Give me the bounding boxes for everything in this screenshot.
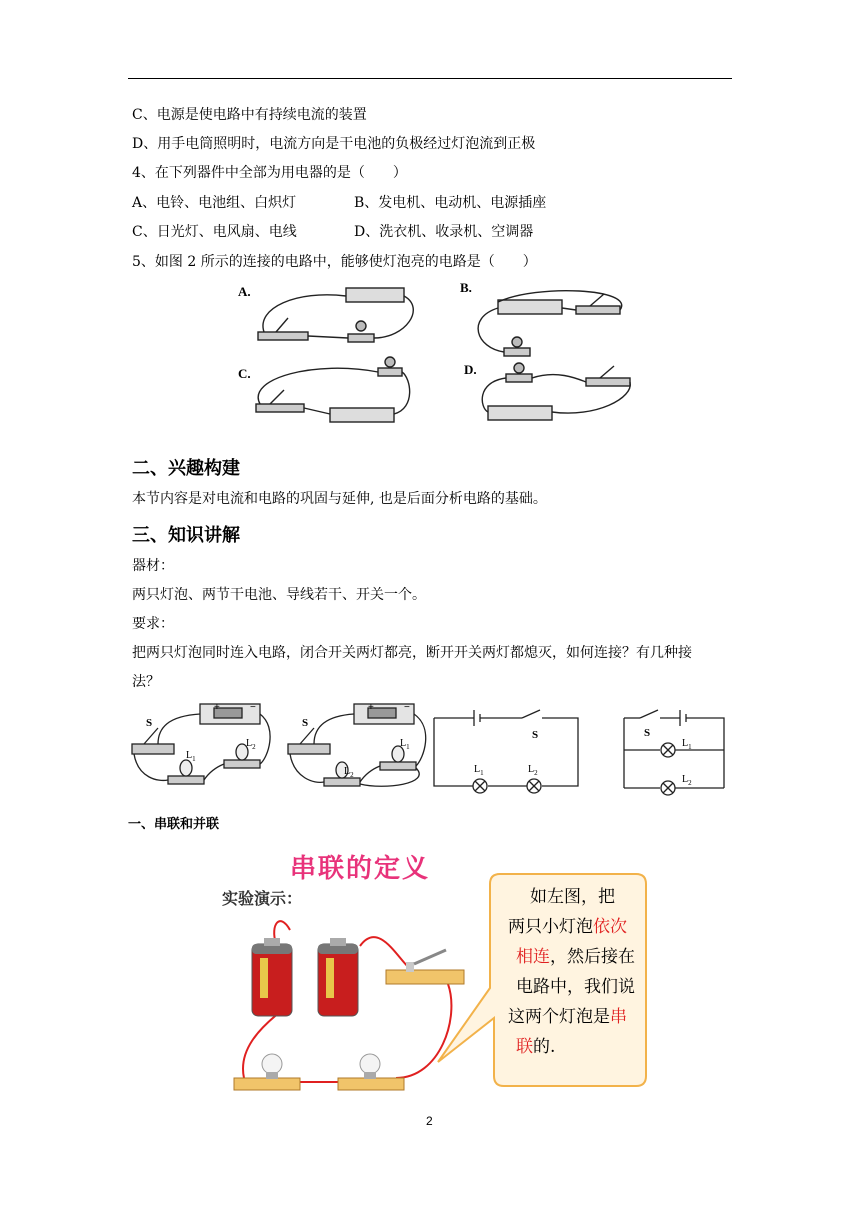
bubble-line-4: 电路中，我们说 (516, 977, 635, 997)
figure-label-d: D. (464, 362, 477, 377)
circuit-photo-series (128, 698, 278, 790)
section-2-title: 二、兴趣构建 (132, 458, 240, 479)
subsection-title: 一、串联和并联 (128, 817, 220, 832)
slide-subtitle: 实验演示： (222, 889, 303, 908)
parallel-schematic-l2: $L_2$ (682, 774, 692, 787)
figure-label-c: C. (238, 366, 251, 381)
requirement-label: 要求： (132, 616, 174, 632)
q4-option-c: C、日光灯、电风扇、电线 (132, 224, 297, 240)
figure-label-b: B. (460, 280, 472, 295)
series-photo-l1: $L_1$ (186, 750, 196, 763)
q4-option-b: B、发电机、电动机、电源插座 (354, 195, 547, 211)
q3-option-d: D、用手电筒照明时，电流方向是干电池的负极经过灯泡流到正极 (132, 136, 536, 152)
parallel-photo-s-label: S (302, 717, 309, 729)
requirement-text-line2: 法？ (132, 674, 160, 690)
series-schematic-s: S (532, 729, 539, 741)
q5-stem: 5、如图 2 所示的连接的电路中，能够使灯泡亮的电路是（ ） (132, 254, 537, 270)
parallel-photo-l2: $L_2$ (344, 766, 354, 779)
q3-option-c: C、电源是使电路中有持续电流的装置 (132, 107, 367, 123)
circuit-photo-parallel (284, 698, 434, 794)
parallel-schematic (618, 706, 730, 800)
q4-stem: 4、在下列器件中全部为用电器的是（ ） (132, 165, 407, 181)
requirement-text-line1: 把两只灯泡同时连入电路，闭合开关两灯都亮，断开开关两灯都熄灭，如何连接？有几种接 (132, 645, 692, 661)
q4-option-a: A、电铃、电池组、白炽灯 (132, 195, 297, 211)
circuit-photos-drawing (236, 278, 640, 430)
q4-option-d: D、洗衣机、收录机、空调器 (354, 224, 534, 240)
series-schematic-l1: $L_1$ (474, 764, 484, 777)
figure-label-a: A. (238, 284, 251, 299)
series-photo-minus: − (250, 702, 256, 713)
section-3-title: 三、知识讲解 (132, 525, 240, 546)
bubble-line-5: 这两个灯泡是串 (508, 1007, 627, 1027)
bubble-line-2: 两只小灯泡依次 (508, 917, 627, 937)
series-photo-plus: + (214, 702, 220, 713)
series-schematic-l2: $L_2$ (528, 764, 538, 777)
figure-2-circuits (236, 278, 640, 430)
slide-title: 串联的定义 (290, 854, 431, 884)
parallel-photo-l1: $L_1$ (400, 738, 410, 751)
bubble-line-3: 相连，然后接在 (516, 947, 635, 967)
parallel-photo-plus: + (368, 702, 374, 713)
equipment-text: 两只灯泡、两节干电池、导线若干、开关一个。 (132, 587, 426, 603)
parallel-schematic-l1: $L_1$ (682, 738, 692, 751)
header-rule (128, 78, 732, 79)
series-definition-slide (210, 838, 650, 1100)
parallel-schematic-s: S (644, 727, 651, 739)
page-number: 2 (426, 1114, 433, 1128)
series-schematic (430, 706, 586, 798)
series-photo-l2: $L_2$ (246, 738, 256, 751)
bubble-line-6: 联的. (516, 1037, 556, 1057)
parallel-photo-minus: − (404, 702, 410, 713)
equipment-label: 器材： (132, 558, 174, 574)
series-photo-s-label: S (146, 717, 153, 729)
section-2-text: 本节内容是对电流和电路的巩固与延伸, 也是后面分析电路的基础。 (132, 491, 547, 507)
bubble-text (508, 882, 642, 1062)
bubble-line-1: 如左图，把 (530, 887, 615, 907)
